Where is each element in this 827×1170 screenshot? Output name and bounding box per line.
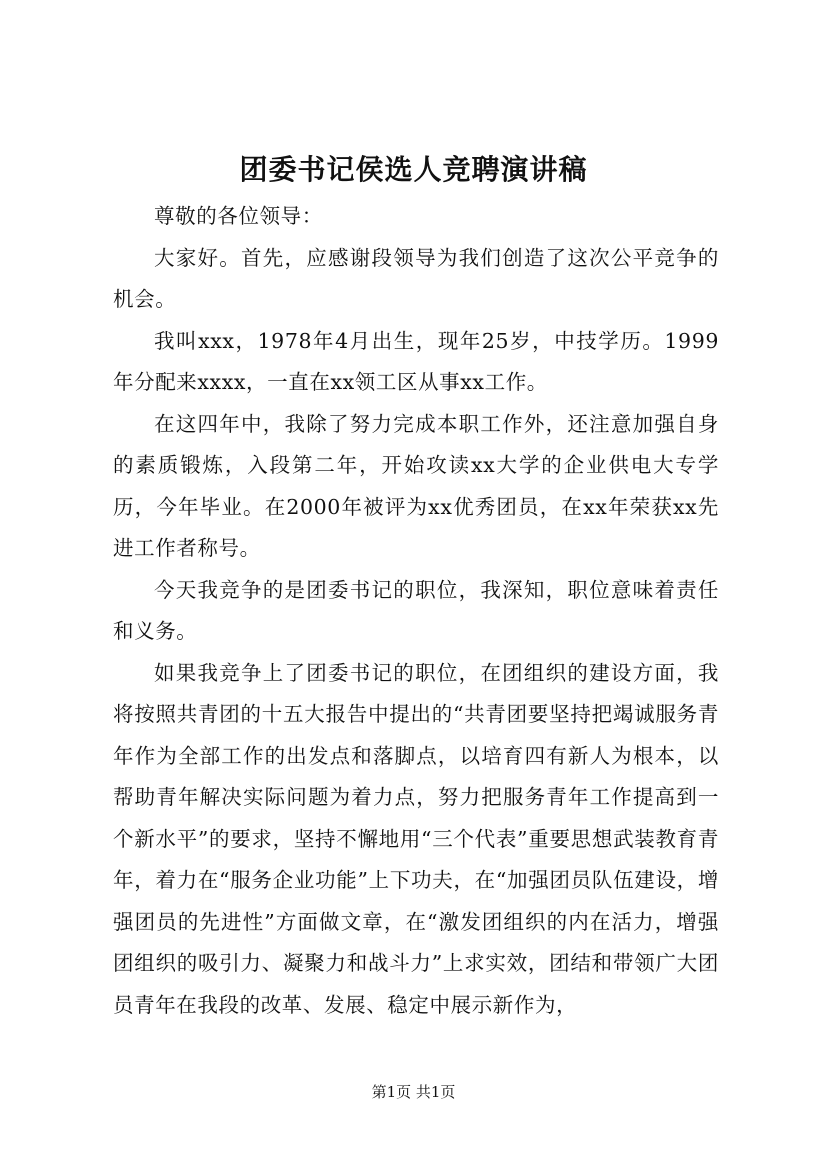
salutation-paragraph: 尊敬的各位领导： — [154, 204, 323, 228]
introduction-paragraph: 我叫xxx，1978年4月出生，现年25岁，中技学历。1999年分配来xxxx，一直在xx领工区从事xx工作。 — [113, 328, 719, 394]
experience-paragraph: 在这四年中，我除了努力完成本职工作外，还注意加强自身的素质锻炼，入段第二年，开始攻读xx大学的企业供电大专学历，今年毕业。在2000年被评为xx优秀团员，在xx年荣获xx先进工作者称号。 — [113, 411, 719, 560]
plan-paragraph: 如果我竞争上了团委书记的职位，在团组织的建设方面，我将按照共青团的十五大报告中提出的“共青团要坚持把竭诚服务青年作为全部工作的出发点和落脚点，以培育四有新人为根本，以帮助青年解决实际问题为着力点，努力把服务青年工作提高到一个新水平”的要求，坚持不懈地用“三个代表”重要思想武装教育青年，着力在“服务企业功能”上下功夫，在“加强团员队伍建设，增强团员的先进性”方面做文章，在“激发团组织的内在活力，增强团组织的吸引力、凝聚力和战斗力”上求实效，团结和带领广大团员青年在我段的改革、发展、稳定中展示新作为， — [113, 660, 719, 1017]
document-title: 团委书记侯选人竞聘演讲稿 — [239, 153, 588, 186]
position-paragraph: 今天我竞争的是团委书记的职位，我深知，职位意味着责任和义务。 — [113, 577, 719, 643]
greeting-paragraph: 大家好。首先，应感谢段领导为我们创造了这次公平竞争的机会。 — [113, 245, 719, 311]
page-footer: 第1页 共1页 — [371, 1083, 456, 1101]
document-body — [113, 196, 719, 1026]
